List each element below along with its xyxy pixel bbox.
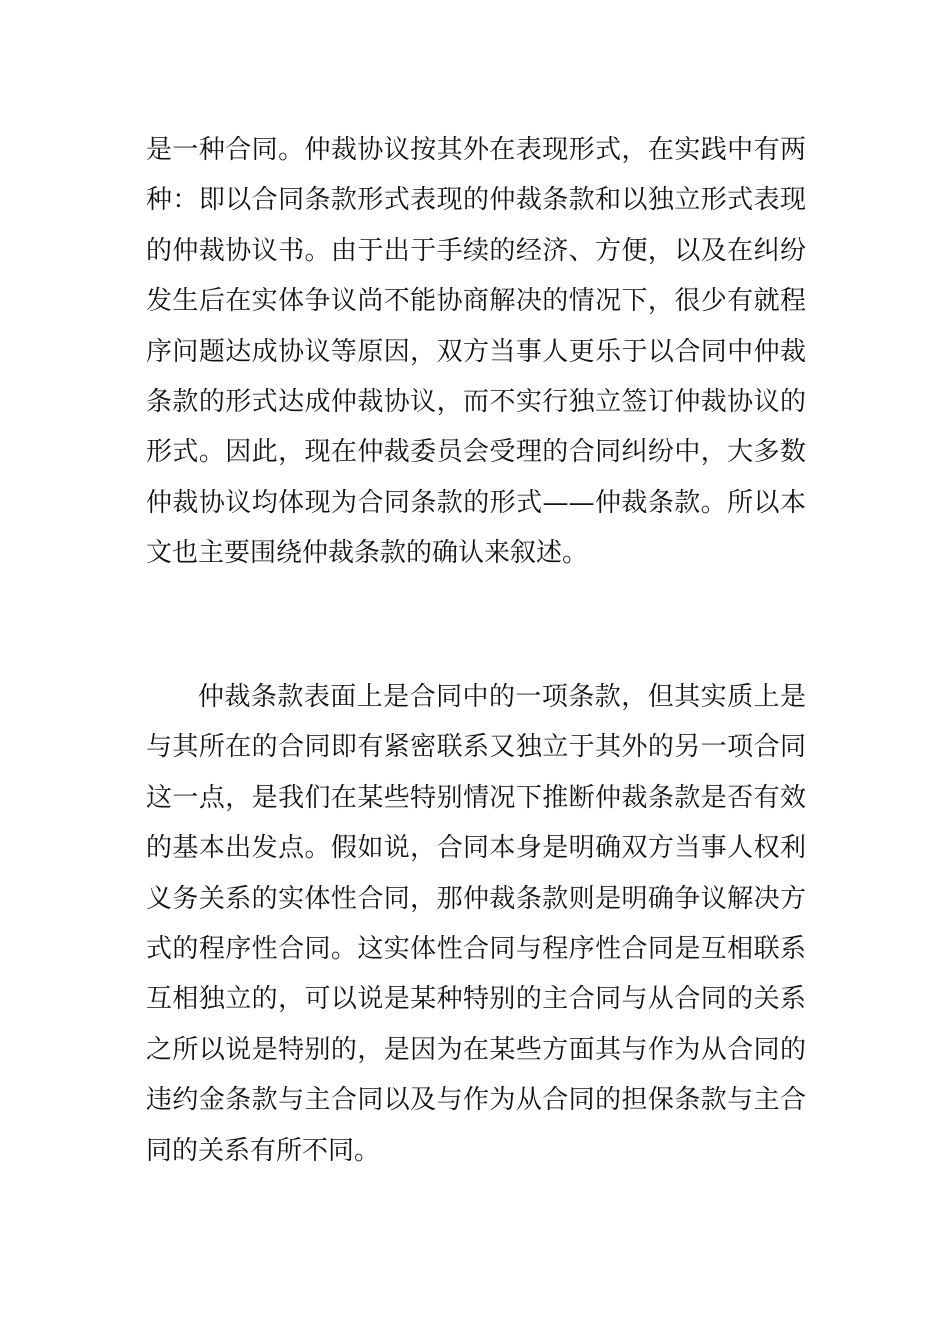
- text-line: 仲裁条款表面上是合同中的一项条款，但其实质上是: [198, 682, 806, 712]
- text-line: 违约金条款与主合同以及与作为从合同的担保条款与主合: [146, 1085, 806, 1116]
- text-line: 种：即以合同条款形式表现的仲裁条款和以独立形式表现: [146, 185, 806, 216]
- text-line: 序问题达成协议等原因，双方当事人更乐于以合同中仲裁: [146, 336, 806, 367]
- paragraph-2: [146, 672, 806, 1176]
- text-line: 之所以说是特别的，是因为在某些方面其与作为从合同的: [146, 1034, 806, 1065]
- text-line: 同的关系有所不同。: [146, 1135, 381, 1166]
- text-line: 这一点，是我们在某些特别情况下推断仲裁条款是否有效: [146, 782, 806, 813]
- text-line: 仲裁协议均体现为合同条款的形式——仲裁条款。所以本: [146, 487, 806, 518]
- text-line: 的仲裁协议书。由于出于手续的经济、方便，以及在纠纷: [146, 235, 806, 266]
- text-line: 发生后在实体争议尚不能协商解决的情况下，很少有就程: [146, 286, 806, 317]
- text-line: 是一种合同。仲裁协议按其外在表现形式，在实践中有两: [146, 135, 806, 165]
- text-line: 与其所在的合同即有紧密联系又独立于其外的另一项合同: [146, 732, 806, 763]
- text-line: 式的程序性合同。这实体性合同与程序性合同是互相联系: [146, 933, 806, 964]
- text-line: 形式。因此，现在仲裁委员会受理的合同纠纷中，大多数: [146, 437, 806, 468]
- text-line: 的基本出发点。假如说，合同本身是明确双方当事人权利: [146, 833, 806, 864]
- text-line: 义务关系的实体性合同，那仲裁条款则是明确争议解决方: [146, 883, 806, 914]
- text-line: 条款的形式达成仲裁协议，而不实行独立签订仲裁协议的: [146, 386, 806, 417]
- paragraph-1: [146, 125, 806, 579]
- text-line: 互相独立的，可以说是某种特别的主合同与从合同的关系: [146, 984, 806, 1015]
- text-line: 文也主要围绕仲裁条款的确认来叙述。: [146, 538, 589, 569]
